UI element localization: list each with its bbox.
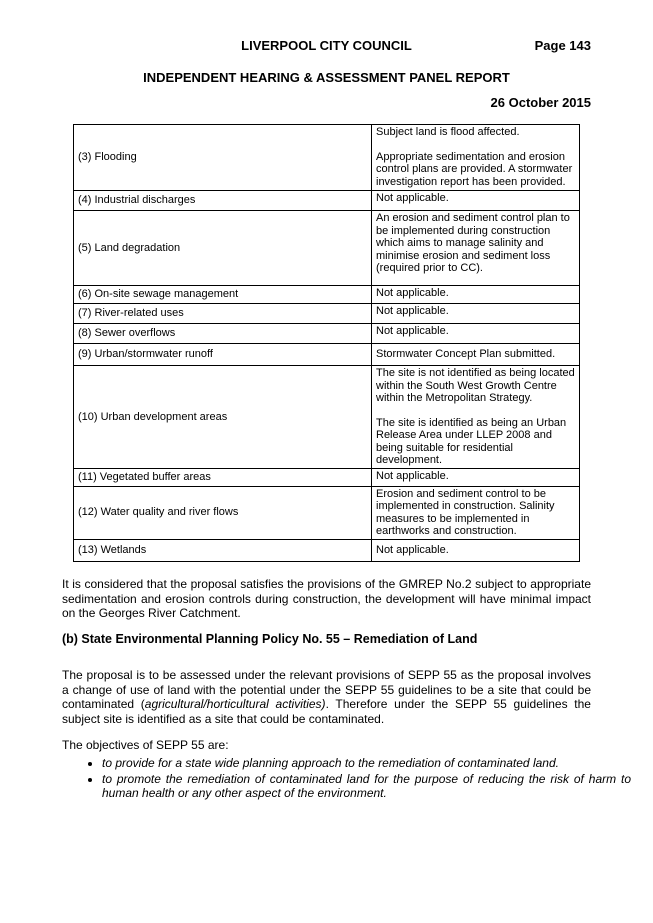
row-value: An erosion and sediment control plan to be implemented during construction which aims to manage salinity and minimise erosion and sediment loss (required prior to CC). [372, 211, 580, 286]
row-value-text: Subject land is flood affected. [376, 126, 520, 138]
row-label: (4) Industrial discharges [74, 191, 372, 211]
table-row [74, 468, 580, 486]
row-label: (8) Sewer overflows [74, 324, 372, 344]
table-row [74, 304, 580, 324]
row-value: Not applicable. [372, 304, 580, 324]
row-label: (9) Urban/stormwater runoff [74, 344, 372, 366]
table-row [74, 486, 580, 539]
gmrep-assessment-table [73, 124, 580, 562]
list-item: • to promote the remediation of contaminated land for the purpose of reducing the risk of harm to human health or any other aspect of the environment. [102, 772, 631, 801]
row-label: (5) Land degradation [74, 211, 372, 286]
row-value: Not applicable. [372, 468, 580, 486]
table-row [74, 191, 580, 211]
row-value [372, 366, 580, 469]
row-value: Erosion and sediment control to be implemented in construction. Salinity measures to be implemented in earthworks and construction. [372, 486, 580, 539]
row-label: (7) River-related uses [74, 304, 372, 324]
table-row [74, 324, 580, 344]
objectives-list [62, 756, 631, 802]
row-value: Not applicable. [372, 539, 580, 561]
row-value: Stormwater Concept Plan submitted. [372, 344, 580, 366]
report-title: INDEPENDENT HEARING & ASSESSMENT PANEL REPORT [143, 70, 510, 85]
gmrep-conclusion-paragraph: It is considered that the proposal satisfies the provisions of the GMREP No.2 subject to appropriate sedimentation and erosion controls during construction, the development will have minimal impact on the Georges River Catchment. [62, 577, 591, 620]
table-row [74, 366, 580, 469]
row-label: (3) Flooding [74, 125, 372, 191]
table-row [74, 211, 580, 286]
row-value-text: The site is identified as being an Urban Release Area under LLEP 2008 and being suitable for residential development. [376, 416, 567, 466]
section-heading-sepp55: (b) State Environmental Planning Policy No. 55 – Remediation of Land [62, 632, 478, 646]
table-row [74, 286, 580, 304]
table-row [74, 344, 580, 366]
paragraph-italic-text: agricultural/horticultural activities) [144, 697, 326, 711]
row-value: Not applicable. [372, 286, 580, 304]
row-value: Not applicable. [372, 191, 580, 211]
list-item: • to provide for a state wide planning approach to the remediation of contaminated land. [102, 756, 631, 771]
row-label: (13) Wetlands [74, 539, 372, 561]
table-row [74, 539, 580, 561]
council-name: LIVERPOOL CITY COUNCIL [241, 38, 412, 53]
row-label: (6) On-site sewage management [74, 286, 372, 304]
row-value-text: Appropriate sedimentation and erosion control plans are provided. A stormwater investigation report has been provided. [376, 150, 573, 188]
row-value-text: The site is not identified as being located within the South West Growth Centre within the Metropolitan Strategy. [376, 367, 575, 404]
report-date: 26 October 2015 [490, 95, 591, 110]
sepp55-assessment-paragraph [62, 668, 591, 726]
page-number: Page 143 [534, 38, 591, 53]
row-label: (12) Water quality and river flows [74, 486, 372, 539]
objectives-intro: The objectives of SEPP 55 are: [62, 738, 229, 752]
row-value [372, 125, 580, 191]
paragraph-text: . Therefore under the SEPP 55 guidelines the subject site is identified as a site that could be contaminated. [62, 697, 591, 726]
row-value: Not applicable. [372, 324, 580, 344]
row-label: (10) Urban development areas [74, 366, 372, 469]
table-row [74, 125, 580, 191]
paragraph-text: The proposal is to be assessed under the relevant provisions of SEPP 55 as the proposal involves a change of use of land with the potential under the SEPP 55 guidelines to be a site that could be contaminated ( [62, 668, 591, 711]
row-label: (11) Vegetated buffer areas [74, 468, 372, 486]
